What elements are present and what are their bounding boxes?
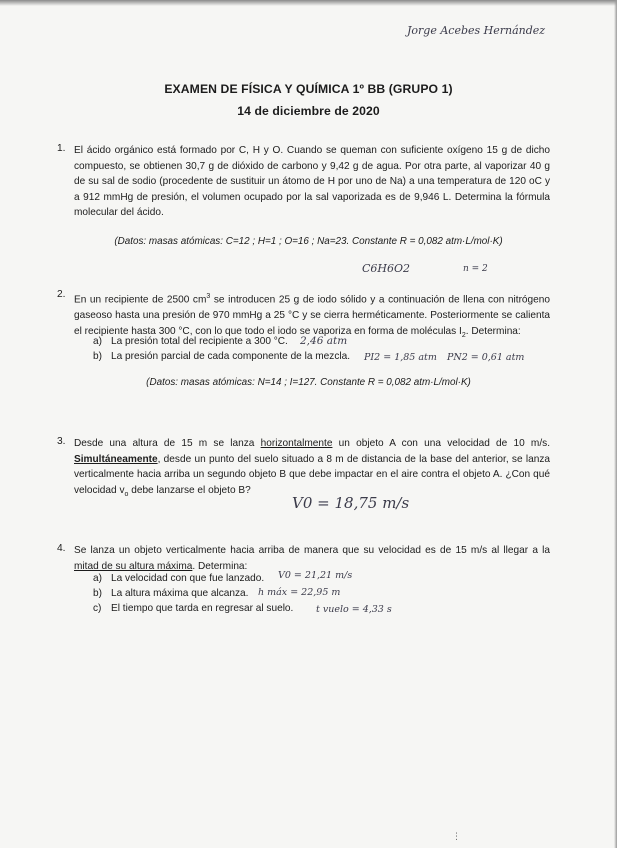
question-2-item-a: a) La presión total del recipiente a 300 °C. bbox=[93, 336, 288, 347]
question-2-item-b: b) La presión parcial de cada componente de la mezcla. bbox=[93, 351, 351, 362]
question-4-answer-c: t vuelo = 4,33 s bbox=[316, 604, 392, 615]
student-name: Jorge Acebes Hernández bbox=[407, 24, 546, 37]
question-4-item-c: c) El tiempo que tarda en regresar al suelo. bbox=[93, 603, 294, 614]
scan-mark: ⋮ bbox=[452, 832, 461, 842]
exam-title: EXAMEN DE FÍSICA Y QUÍMICA 1º BB (GRUPO 1) bbox=[164, 82, 453, 96]
scan-top-edge bbox=[0, 0, 617, 6]
question-4-number: 4. bbox=[57, 543, 66, 554]
question-3-body: Desde una altura de 15 m se lanza horizontalmente un objeto A con una velocidad de 10 m/s. Simultáneamente, desde un punto del suelo situado a 8 m de distancia de la base del anterior, se lanza verticalmente hacia arriba un segundo objeto B que debe impactar en el aire contra el objeto A. ¿Con qué velocidad $v_o$ debe lanzarse el objeto B? bbox=[74, 438, 550, 498]
exam-date: 14 de diciembre de 2020 bbox=[237, 104, 380, 118]
question-2-body: En un recipiente de 2500 $cm^3$ se introducen 25 g de iodo sólido y a continuación de llena con nitrógeno gaseoso hasta una presión de 970 mmHg a 25 °C y se cierra herméticamente. Posteriormente se calienta el recipiente hasta 300 °C, con lo que todo el iodo se vaporiza en forma de moléculas $I_2$. Determina: bbox=[74, 293, 551, 339]
question-1-answer-formula: C6H6O2 bbox=[362, 262, 411, 275]
question-4-item-a: a) La velocidad con que fue lanzado. bbox=[93, 573, 265, 584]
question-4-item-b: b) La altura máxima que alcanza. bbox=[93, 588, 249, 599]
question-4-body: Se lanza un objeto verticalmente hacia arriba de manera que su velocidad es de 15 m/s al llegar a la mitad de su altura máxima. Determina: bbox=[74, 545, 550, 572]
question-1-data: (Datos: masas atómicas: C=12 ; H=1 ; O=16 ; Na=23. Constante R = 0,082 atm·L/mol·K) bbox=[114, 236, 503, 247]
question-3-number: 3. bbox=[57, 436, 66, 447]
question-2-answer-a: 2,46 atm bbox=[300, 335, 348, 347]
question-2-number: 2. bbox=[57, 289, 66, 300]
question-2-answer-b1: PI2 = 1,85 atm bbox=[364, 352, 437, 363]
question-1-text bbox=[74, 143, 550, 221]
question-4-answer-a: V0 = 21,21 m/s bbox=[278, 570, 353, 581]
question-3-answer: V0 = 18,75 m/s bbox=[292, 494, 410, 512]
question-1-body: El ácido orgánico está formado por C, H y O. Cuando se queman con suficiente oxígeno 15 g de dicho compuesto, se obtienen 30,7 g de dióxido de carbono y 9,42 g de agua. Por otra parte, al vaporizar 40 g de su sal de sodio (procedente de sustituir un átomo de H por uno de Na) a una temperatura de 120 oC y a 912 mmHg de presión, el volumen ocupado por la sal vaporizada es de 9,946 L. Determina la fórmula molecular del ácido. bbox=[74, 145, 550, 219]
question-1-number: 1. bbox=[57, 143, 66, 154]
question-3-text bbox=[74, 436, 550, 502]
question-1-answer-n: n = 2 bbox=[463, 264, 488, 274]
question-2-answer-b2: PN2 = 0,61 atm bbox=[447, 352, 525, 363]
question-4-answer-b: h máx = 22,95 m bbox=[258, 587, 341, 598]
question-2-data: (Datos: masas atómicas: N=14 ; I=127. Constante R = 0,082 atm·L/mol·K) bbox=[146, 377, 471, 388]
